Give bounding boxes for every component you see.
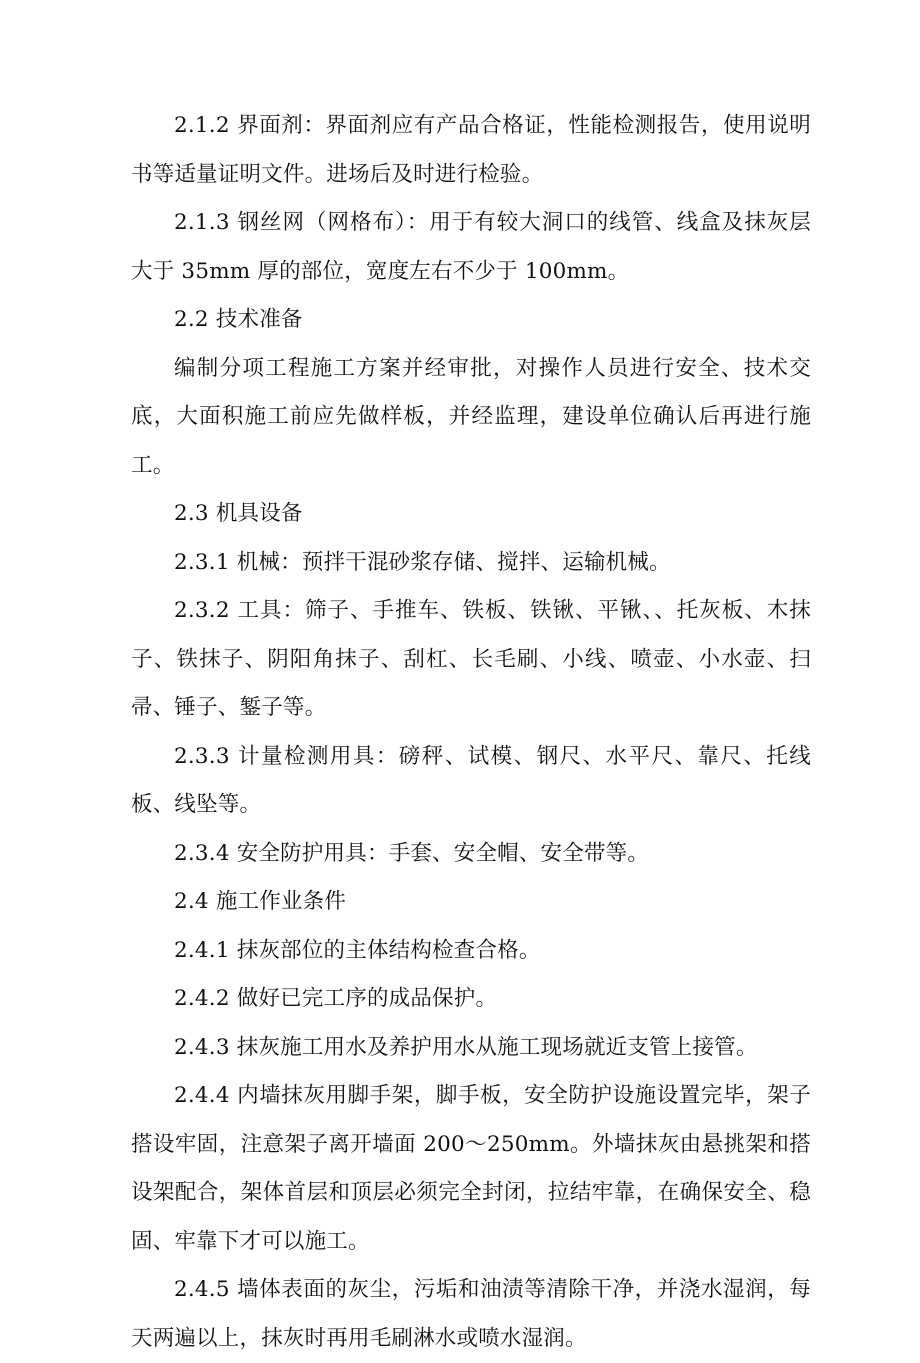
heading-2-2-technical-preparation: 2.2 技术准备 (174, 307, 303, 332)
paragraph-2-4-4: 2.4.4 内墙抹灰用脚手架，脚手板，安全防护设施设置完毕，架子搭设牢固，注意架子离开墙面 200～250mm。外墙抹灰由悬挑架和搭设架配合，架体首层和顶层必须完全封闭，拉结牢靠，在确保安全、稳固、牢靠下才可以施工。 (131, 1083, 811, 1254)
paragraph-technical-preparation-body: 编制分项工程施工方案并经审批，对操作人员进行安全、技术交底，大面积施工前应先做样板，并经监理，建设单位确认后再进行施工。 (131, 355, 811, 478)
paragraph-2-4-1: 2.4.1 抹灰部位的主体结构检查合格。 (174, 937, 541, 963)
paragraph-2-4-5: 2.4.5 墙体表面的灰尘，污垢和油渍等清除干净，并浇水湿润，每天两遍以上，抹灰时再用毛刷淋水或喷水湿润。 (131, 1277, 811, 1351)
paragraph-2-4-3: 2.4.3 抹灰施工用水及养护用水从施工现场就近支管上接管。 (174, 1034, 758, 1060)
heading-2-3-equipment: 2.3 机具设备 (174, 501, 303, 526)
paragraph-2-1-2-interface-agent: 2.1.2 界面剂：界面剂应有产品合格证，性能检测报告，使用说明书等适量证明文件。进场后及时进行检验。 (131, 113, 811, 187)
heading-2-4-working-conditions: 2.4 施工作业条件 (174, 889, 347, 914)
paragraph-2-3-2-tools: 2.3.2 工具：筛子、手推车、铁板、铁锹、平锹、、托灰板、木抹子、铁抹子、阴阳角抹子、刮杠、长毛刷、小线、喷壶、小水壶、扫帚、锤子、錾子等。 (131, 598, 811, 720)
paragraph-2-3-1-machinery: 2.3.1 机械：预拌干混砂浆存储、搅拌、运输机械。 (174, 549, 671, 575)
paragraph-2-3-3-measuring-tools: 2.3.3 计量检测用具：磅秤、试模、钢尺、水平尺、靠尺、托线板、线坠等。 (131, 743, 811, 817)
paragraph-2-4-2: 2.4.2 做好已完工序的成品保护。 (174, 986, 498, 1011)
paragraph-2-1-3-steel-wire-mesh: 2.1.3 钢丝网（网格布）：用于有较大洞口的线管、线盒及抹灰层大于 35mm 厚的部位，宽度左右不少于 100mm。 (131, 210, 811, 284)
paragraph-2-3-4-safety-gear: 2.3.4 安全防护用具：手套、安全帽、安全带等。 (174, 840, 650, 866)
document-body (131, 102, 811, 1363)
